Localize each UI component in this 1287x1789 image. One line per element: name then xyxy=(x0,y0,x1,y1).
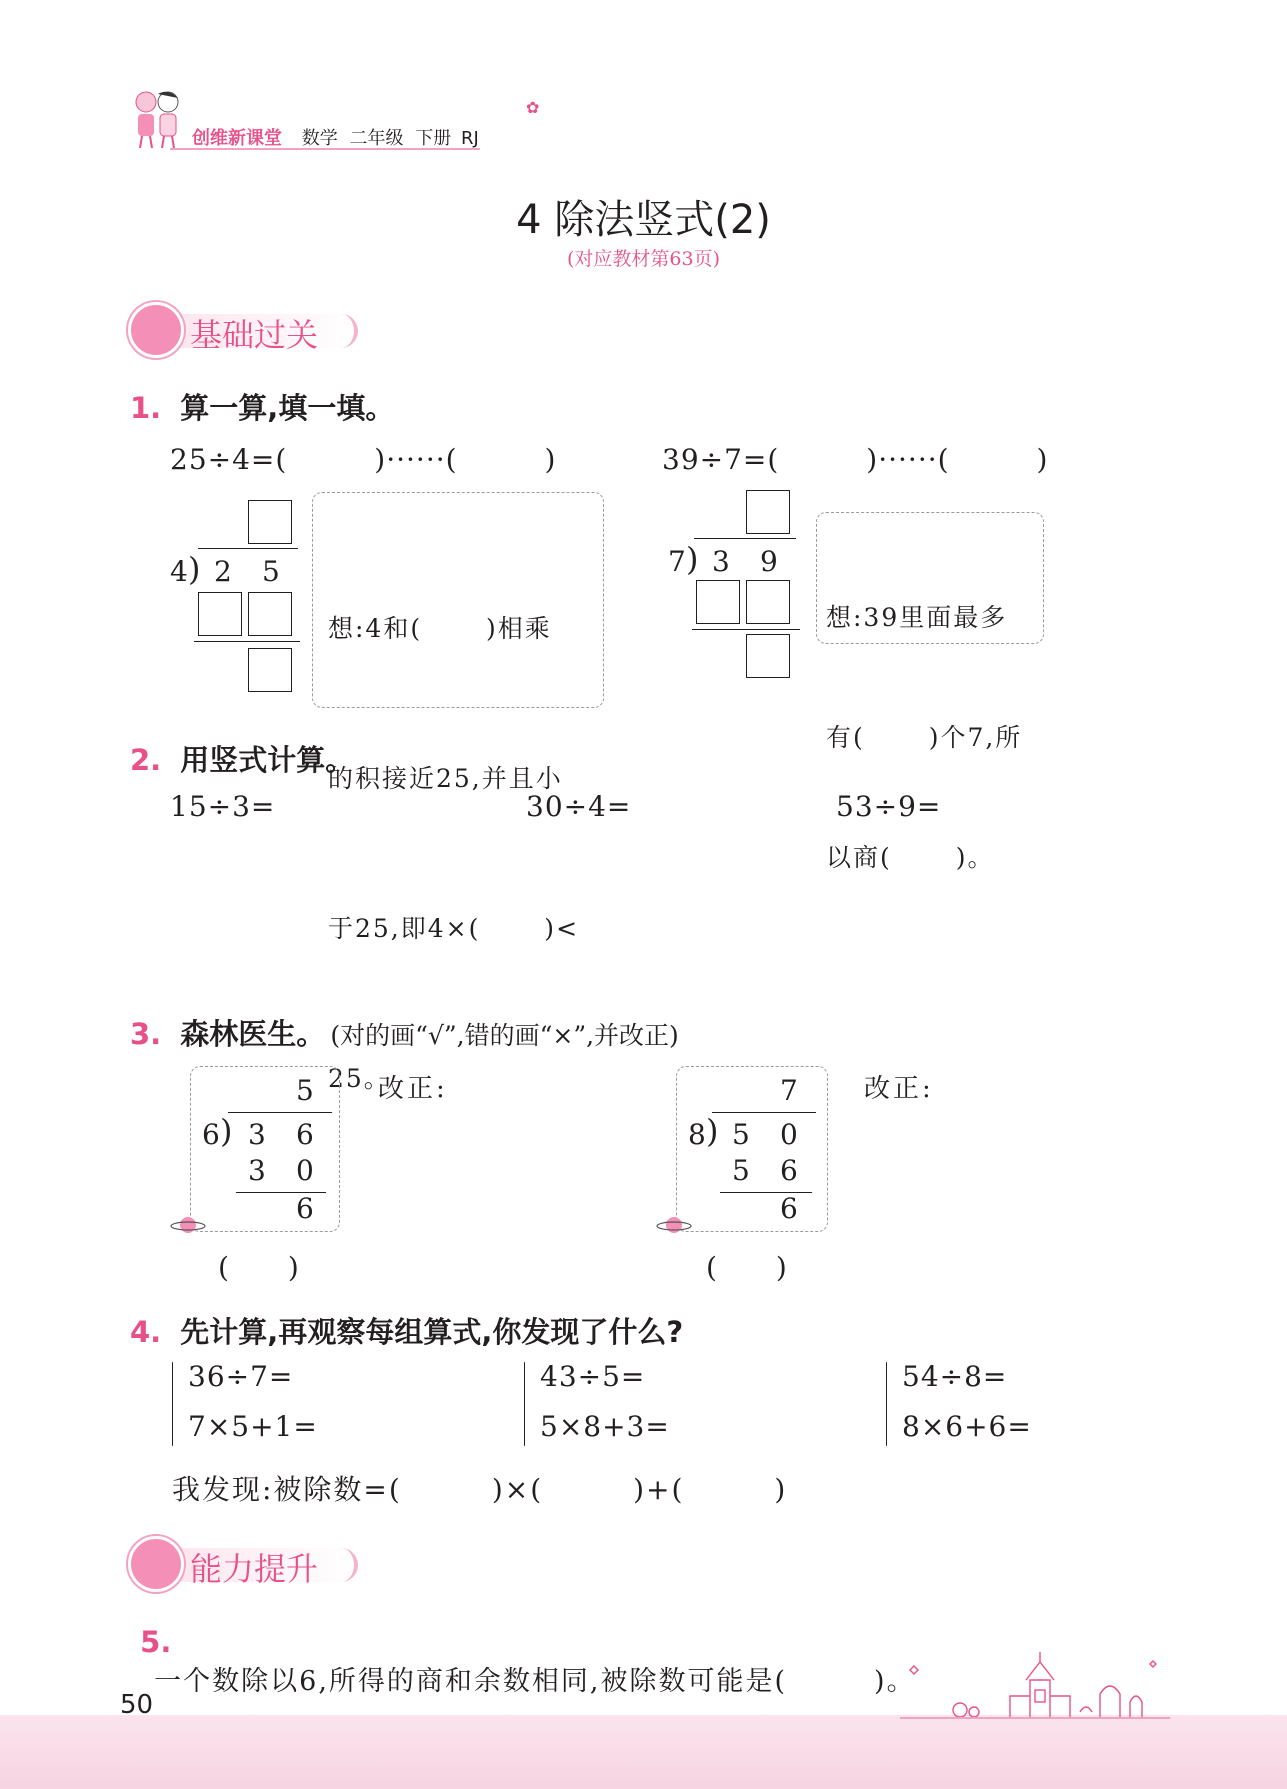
q3-note: (对的画“√”,错的画“×”,并改正) xyxy=(330,1021,679,1050)
product-digit: 3 xyxy=(248,1154,266,1187)
page-reference: (对应教材第63页) xyxy=(566,248,720,270)
hint-line: 于25,即4×( )< xyxy=(328,914,580,943)
planet-icon xyxy=(170,1214,206,1236)
mascot-icon xyxy=(128,1536,184,1592)
q4-expr: 8×6+6= xyxy=(902,1410,1032,1443)
group-brace xyxy=(524,1362,525,1446)
header-volume: 下册 xyxy=(415,128,452,149)
q1-heading xyxy=(130,386,394,427)
q4-finding[interactable]: 我发现:被除数=( )×( )+( ) xyxy=(172,1473,788,1506)
footer-band xyxy=(0,1715,1287,1789)
q1a-expression: 25÷4=( )······( ) xyxy=(170,443,557,476)
header-subject: 数学 xyxy=(301,128,338,149)
page-number: 50 xyxy=(120,1690,154,1720)
planet-icon xyxy=(656,1214,692,1236)
dividend-digit: 5 xyxy=(732,1118,750,1151)
section-banner-basic xyxy=(128,302,368,354)
group-brace xyxy=(172,1362,173,1446)
q5-text: 一个数除以6,所得的商和余数相同,被除数可能是( )。 xyxy=(154,1666,916,1697)
q4-title: 先计算,再观察每组算式,你发现了什么? xyxy=(180,1315,684,1349)
header-series: 创维新课堂 xyxy=(192,128,282,149)
quotient: 7 xyxy=(780,1074,798,1107)
q2-title: 用竖式计算。 xyxy=(180,743,355,777)
header xyxy=(192,124,479,150)
header-edition: RJ xyxy=(460,128,479,149)
remainder: 6 xyxy=(780,1192,798,1225)
product-digit: 0 xyxy=(296,1154,314,1187)
division-bar xyxy=(228,1112,332,1113)
section-banner-advanced xyxy=(128,1536,368,1588)
answer-box[interactable] xyxy=(746,634,790,678)
q3-heading xyxy=(130,1012,679,1053)
bracket-icon: ) xyxy=(706,1112,719,1150)
group-brace xyxy=(886,1362,887,1446)
q2-number: 2. xyxy=(130,743,162,777)
flower-decor-icon: ✿ xyxy=(526,98,540,117)
q4-expr: 54÷8= xyxy=(902,1360,1008,1393)
division-bar xyxy=(712,1112,816,1113)
q4-number: 4. xyxy=(130,1315,162,1349)
q3a-fix-label: 改正: xyxy=(378,1074,448,1104)
q1a-hint xyxy=(328,504,579,1154)
dividend-digit: 6 xyxy=(296,1118,314,1151)
hint-line: 25。 xyxy=(328,1064,391,1093)
q4-expr: 43÷5= xyxy=(540,1360,646,1393)
subtraction-line xyxy=(194,641,300,642)
q2-item: 53÷9= xyxy=(836,790,942,823)
q1-title: 算一算,填一填。 xyxy=(180,391,395,425)
dividend-digit: 3 xyxy=(712,545,730,578)
q1b-expression: 39÷7=( )······( ) xyxy=(662,443,1049,476)
q3b-answer-paren[interactable]: ( ) xyxy=(706,1251,788,1284)
bracket-icon: ) xyxy=(188,550,201,588)
dividend-digit: 0 xyxy=(780,1118,798,1151)
q4-expr: 5×8+3= xyxy=(540,1410,670,1443)
header-grade: 二年级 xyxy=(349,128,404,149)
product-digit: 5 xyxy=(732,1154,750,1187)
q1-number: 1. xyxy=(130,391,162,425)
answer-box[interactable] xyxy=(746,490,790,534)
dividend-digit: 9 xyxy=(760,545,778,578)
hint-line: 想:4和( )相乘 xyxy=(328,614,552,643)
q5-row xyxy=(130,1606,916,1698)
q3-number: 3. xyxy=(130,1017,162,1051)
q3-title: 森林医生。 xyxy=(180,1017,326,1051)
q4-expr: 7×5+1= xyxy=(188,1410,318,1443)
q5-number: 5. xyxy=(140,1625,172,1659)
hint-line: 的积接近25,并且小 xyxy=(328,764,563,793)
answer-box[interactable] xyxy=(248,500,292,544)
answer-box[interactable] xyxy=(248,648,292,692)
dividend-digit: 5 xyxy=(262,555,280,588)
q2-heading xyxy=(130,738,354,779)
bracket-icon: ) xyxy=(686,540,699,578)
bracket-icon: ) xyxy=(220,1112,233,1150)
hint-line: 有( )个7,所 xyxy=(826,723,1023,752)
subtraction-line xyxy=(692,629,800,630)
product-digit: 6 xyxy=(780,1154,798,1187)
quotient: 5 xyxy=(296,1074,314,1107)
q3b-fix-label: 改正: xyxy=(864,1074,934,1104)
header-mascot xyxy=(128,88,188,150)
division-bar xyxy=(198,548,298,549)
page-title: 4 除法竖式(2) xyxy=(516,197,771,243)
q2-item: 15÷3= xyxy=(170,790,276,823)
mascot-icon xyxy=(128,302,184,358)
hint-line: 以商( )。 xyxy=(826,843,995,872)
q4-expr: 36÷7= xyxy=(188,1360,294,1393)
answer-box[interactable] xyxy=(746,580,790,624)
q3a-answer-paren[interactable]: ( ) xyxy=(218,1251,300,1284)
dividend-digit: 2 xyxy=(214,555,232,588)
divisor: 8 xyxy=(688,1118,706,1151)
divisor: 6 xyxy=(202,1118,220,1151)
castle-decor-icon xyxy=(900,1650,1170,1720)
answer-box[interactable] xyxy=(198,592,242,636)
q2-item: 30÷4= xyxy=(526,790,632,823)
division-bar xyxy=(694,538,796,539)
section-title-basic: 基础过关 xyxy=(190,316,319,354)
divisor: 7 xyxy=(668,545,686,578)
answer-box[interactable] xyxy=(696,580,740,624)
remainder: 6 xyxy=(296,1192,314,1225)
hint-line: 想:39里面最多 xyxy=(826,603,1008,632)
q4-heading xyxy=(130,1310,683,1351)
section-title-advanced: 能力提升 xyxy=(190,1550,319,1588)
dividend-digit: 3 xyxy=(248,1118,266,1151)
q1b-hint xyxy=(826,518,1022,918)
divisor: 4 xyxy=(170,555,188,588)
answer-box[interactable] xyxy=(248,592,292,636)
subtraction-line xyxy=(720,1192,812,1193)
